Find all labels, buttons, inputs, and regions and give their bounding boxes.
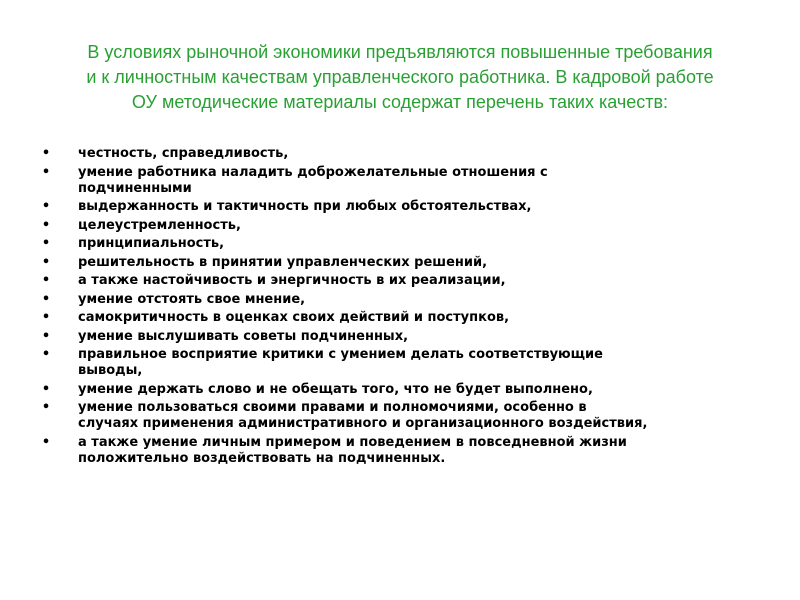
bullet-icon: •	[41, 146, 51, 161]
list-item-text: а также настойчивость и энергичность в их реализации,	[78, 273, 506, 288]
list-item-text: самокритичность в оценках своих действий и поступков,	[78, 310, 510, 325]
list-item	[38, 347, 768, 379]
bullet-icon: •	[41, 381, 51, 397]
title-line: В условиях рыночной экономики предъявляются повышенные требования	[87, 42, 713, 62]
slide-title	[50, 40, 750, 115]
list-item	[38, 273, 768, 289]
list-item-text: положительно воздействовать на подчиненных.	[78, 450, 446, 466]
bullet-icon: •	[41, 199, 51, 214]
bullet-icon: •	[41, 328, 51, 344]
list-item-text: выводы,	[78, 363, 143, 378]
list-item	[38, 236, 768, 252]
list-item-text: умение держать слово и не обещать того, что не будет выполнено,	[78, 381, 593, 397]
bullet-icon: •	[41, 254, 51, 270]
title-line: ОУ методические материалы содержат перечень таких качеств:	[131, 92, 669, 112]
bullet-icon: •	[41, 400, 51, 415]
bullet-icon: •	[41, 164, 51, 180]
list-item-text: правильное восприятие критики с умением делать соответствующие	[78, 347, 603, 362]
list-item-text: подчиненными	[78, 180, 192, 196]
list-item	[38, 255, 768, 271]
list-item-text: умение отстоять свое мнение,	[78, 291, 306, 307]
bullet-icon: •	[41, 347, 51, 362]
bullet-icon: •	[41, 291, 51, 307]
bullet-icon: •	[41, 236, 51, 251]
list-item	[38, 310, 768, 326]
list-item	[38, 329, 768, 345]
list-item-text: случаях применения административного и организационного воздействия,	[78, 416, 648, 431]
list-item-text: умение выслушивать советы подчиненных,	[78, 328, 409, 344]
list-item-text: решительность в принятии управленческих решений,	[78, 254, 488, 270]
list-item-text: а также умение личным примером и поведением в повседневной жизни	[78, 434, 627, 450]
list-item-text: принципиальность,	[78, 236, 225, 251]
list-item-text: честность, справедливость,	[78, 146, 289, 161]
bullet-icon: •	[41, 434, 51, 450]
list-item	[38, 218, 768, 234]
list-item-text: умение пользоваться своими правами и полномочиями, особенно в	[78, 400, 587, 415]
bullet-icon: •	[41, 273, 51, 288]
list-item	[38, 146, 768, 162]
bullet-icon: •	[41, 217, 51, 233]
list-item	[38, 165, 768, 197]
title-line: и к личностным качествам управленческого работника. В кадровой работе	[86, 67, 714, 87]
qualities-list	[38, 146, 768, 469]
list-item-text: выдержанность и тактичность при любых обстоятельствах,	[78, 199, 532, 214]
list-item	[38, 199, 768, 215]
list-item	[38, 435, 768, 467]
list-item	[38, 292, 768, 308]
list-item-text: умение работника наладить доброжелательные отношения с	[78, 164, 548, 180]
bullet-icon: •	[41, 310, 51, 325]
list-item-text: целеустремленность,	[78, 217, 241, 233]
list-item	[38, 400, 768, 432]
list-item	[38, 382, 768, 398]
